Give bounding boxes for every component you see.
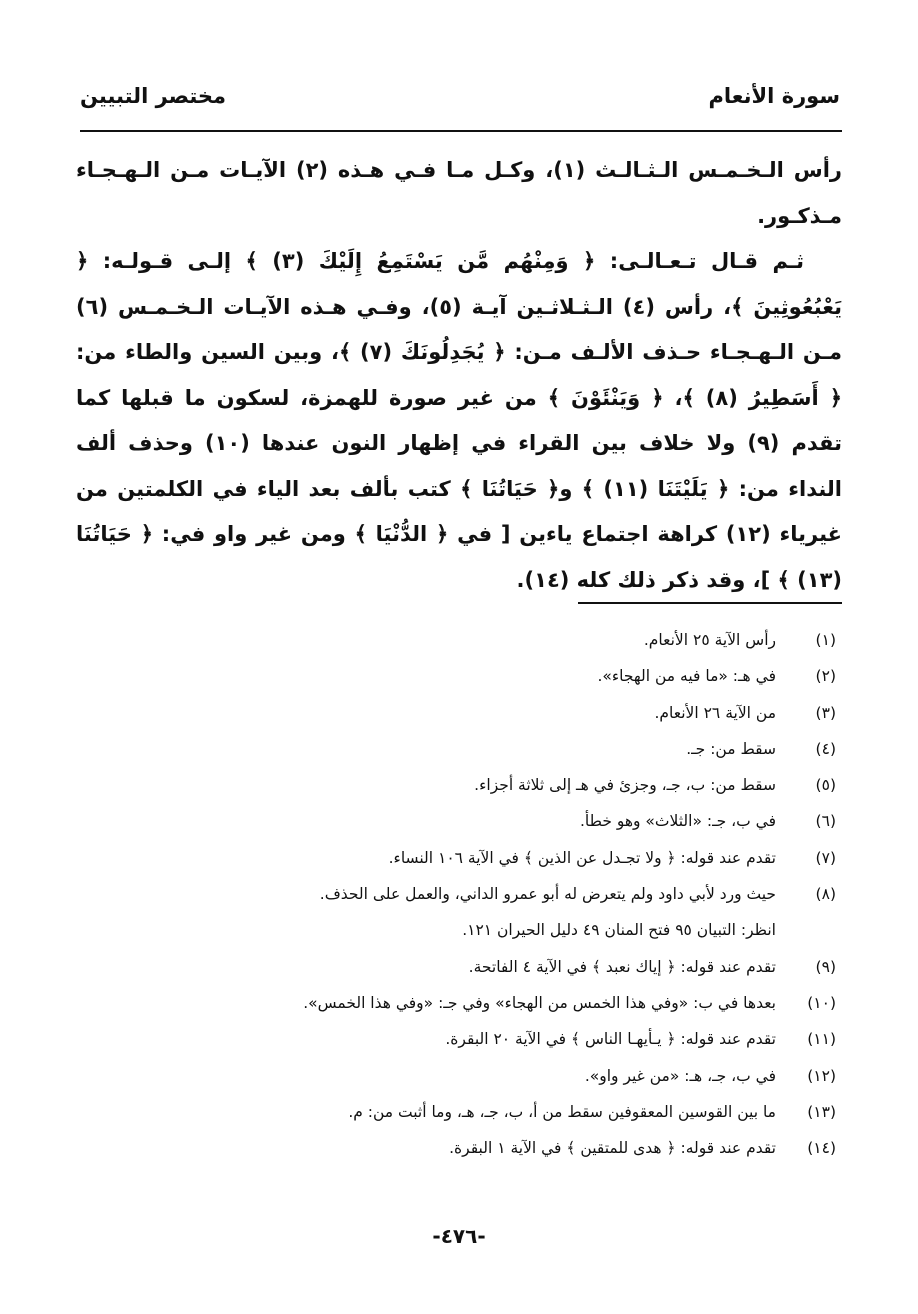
surah-name: سورة الأنعام (708, 84, 840, 108)
footnote-number: (٩) (815, 957, 836, 976)
footnote-text: في ب، جـ: «الثلاث» وهو خطأ. (579, 812, 776, 831)
footnote-number: (٢) (815, 667, 836, 686)
footnote-number: (٣) (815, 703, 836, 722)
paragraph-1: رأس الـخـمـس الـثـالـث (١)، وكـل مـا فـي هـذه (٢) الآيـات مـن الـهـجـاء مـذكـور. (76, 158, 842, 228)
footnote-text: من الآية ٢٦ الأنعام. (654, 703, 776, 722)
footnote-5 (80, 767, 836, 803)
footnote-9 (80, 949, 836, 985)
footnote-number: (٤) (815, 739, 836, 758)
footnote-number: (١١) (807, 1030, 836, 1049)
footnote-text: في ب، جـ، هـ: «من غير واو». (584, 1066, 776, 1085)
footnote-text: رأس الآية ٢٥ الأنعام. (643, 631, 776, 649)
footnote-divider (578, 602, 842, 604)
footnote-number: (٧) (815, 848, 836, 867)
footnote-number: (١٤) (807, 1139, 836, 1158)
footnote-2 (80, 658, 836, 694)
footnotes-list (80, 622, 836, 1166)
footnote-number: (١٠) (807, 993, 836, 1012)
footnote-text: تقدم عند قوله: ﴿ ولا تجـدل عن الذين ﴾ في الآية ١٠٦ النساء. (388, 848, 776, 867)
running-header (80, 84, 840, 124)
footnote-10 (80, 985, 836, 1021)
footnote-number: (١) (815, 631, 836, 649)
footnote-6 (80, 803, 836, 839)
footnote-4 (80, 731, 836, 767)
footnote-text: في هـ: «ما فيه من الهجاء». (597, 667, 776, 686)
book-title: مختصر التبيين (80, 84, 227, 108)
footnote-text: تقدم عند قوله: ﴿ إياك نعبد ﴾ في الآية ٤ الفاتحة. (468, 957, 776, 976)
footnote-text: تقدم عند قوله: ﴿ هدى للمتقين ﴾ في الآية ١ البقرة. (449, 1139, 776, 1158)
page-number: -٤٧٦- (432, 1224, 486, 1248)
footnote-number: (٥) (815, 776, 836, 795)
footnote-continuation: انظر: التبيان ٩٥ فتح المنان ٤٩ دليل الحيران ١٢١. (462, 921, 776, 940)
footnote-11 (80, 1021, 836, 1057)
footnote-text: بعدها في ب: «وفي هذا الخمس من الهجاء» وفي جـ: «وفي هذا الخمس». (303, 993, 776, 1012)
footnote-14 (80, 1130, 836, 1166)
footnote-number: (٨) (815, 885, 836, 904)
footnote-13 (80, 1094, 836, 1130)
footnote-text: تقدم عند قوله: ﴿ يـأيهـا الناس ﴾ في الآية ٢٠ البقرة. (445, 1030, 776, 1049)
header-divider (80, 130, 842, 132)
footnote-12 (80, 1058, 836, 1094)
main-text (76, 148, 842, 603)
footnote-number: (١٣) (807, 1102, 836, 1121)
footnote-number: (٦) (815, 812, 836, 831)
footnote-number: (١٢) (807, 1066, 836, 1085)
footnote-1 (80, 622, 836, 658)
footnote-3 (80, 695, 836, 731)
footnote-7 (80, 840, 836, 876)
footnote-text: ما بين القوسين المعقوفين سقط من أ، ب، جـ، هـ، وما أثبت من: م. (348, 1102, 776, 1121)
paragraph-2: ثـم قـال تـعـالـى: ﴿ وَمِنْهُم مَّن يَسْتَمِعُ إِلَيْكَ (٣) ﴾ إلـى قـولـه: ﴿ يَعْبُعُوثِينَ ﴾، رأس (٤) الـثـلاثـين آيـة (٥)، وفـي هـذه الآيـات الـخـمـس (٦) مـن الـهـجـاء حـذف الألـف مـن: ﴿ يُجَدِلُونَكَ (٧) ﴾، وبين السين والطاء من: ﴿ أَسَطِيرُ (٨) ﴾، ﴿ وَيَنْئَوْنَ ﴾ من غير صورة للهمزة، لسكون ما قبلها كما تقدم (٩) ولا خلاف بين القراء في إظهار النون عندها (١٠) وحذف ألف النداء من: ﴿ يَلَيْتَنَا (١١) ﴾ و﴿ حَيَاتُنَا ﴾ كتب بألف بعد الياء في الكلمتين من غيرياء (١٢) كراهة اجتماع ياءين [ في ﴿ الدُّنْيَا ﴾ ومن غير واو في: ﴿ حَيَاتُنَا (١٣) ﴾ ]، وقد ذكر ذلك كله (١٤). (76, 249, 843, 592)
footnote-8 (80, 876, 836, 949)
footnote-text: سقط من: ب، جـ، وجزئ في هـ إلى ثلاثة أجزاء. (474, 776, 776, 795)
footnote-text: سقط من: جـ. (686, 739, 776, 758)
footnote-text: حيث ورد لأبي داود ولم يتعرض له أبو عمرو الداني، والعمل على الحذف. (319, 885, 776, 904)
